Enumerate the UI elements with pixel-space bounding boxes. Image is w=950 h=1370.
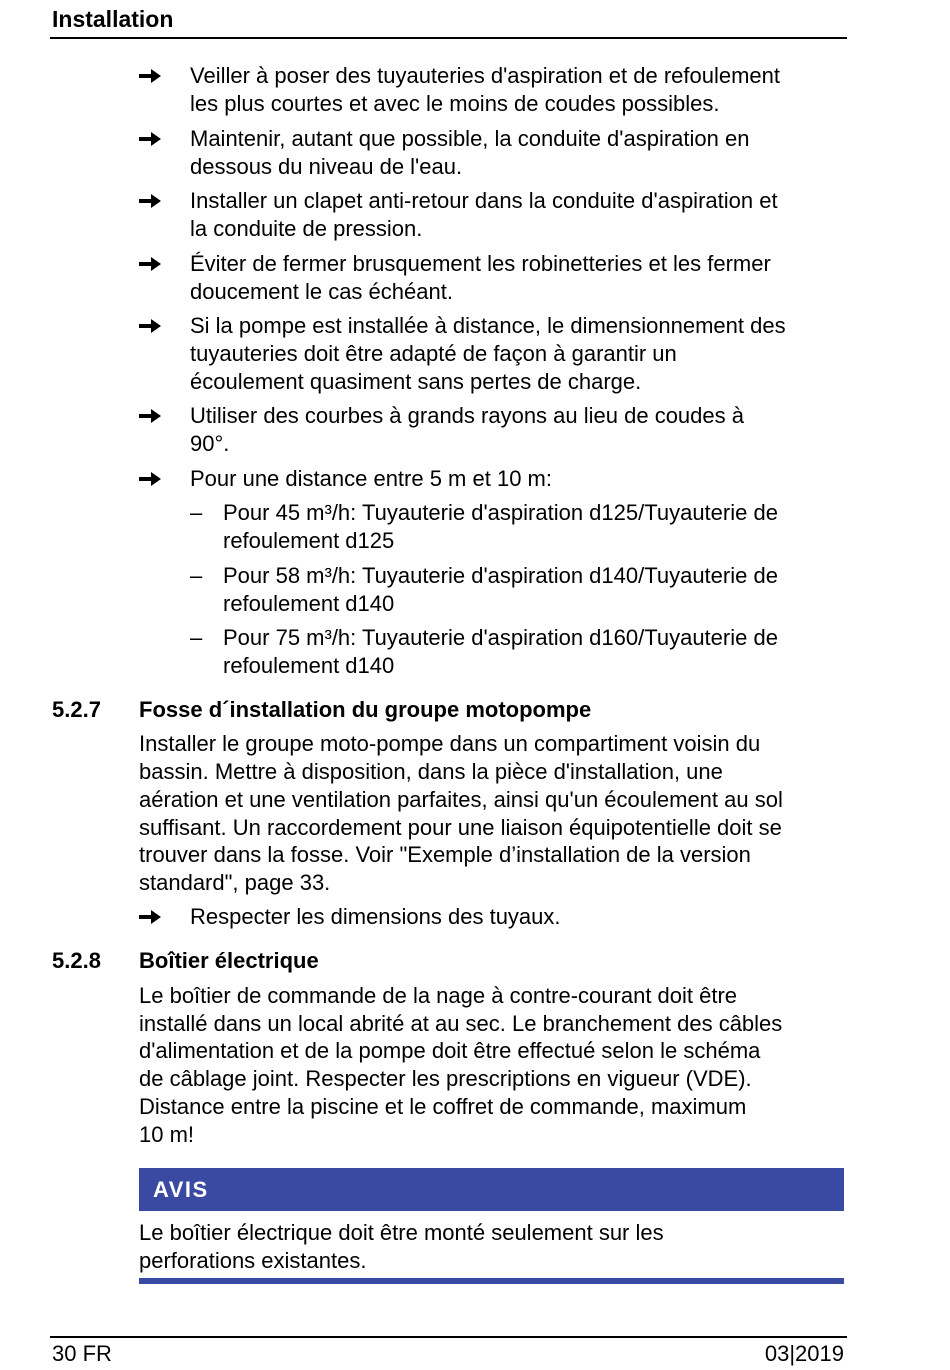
section-title: Boîtier électrique (139, 948, 319, 973)
arrow-bullet-icon (137, 406, 163, 426)
subitem-1-line-2: refoulement d125 (223, 528, 395, 553)
bullet-7-line-1: Pour une distance entre 5 m et 10 m: (190, 466, 552, 491)
arrow-bullet-icon (137, 254, 163, 274)
subitem-2-line-2: refoulement d140 (223, 591, 395, 616)
header-rule (50, 37, 847, 39)
paragraph-line: de câblage joint. Respecter les prescriptions en vigueur (VDE). (139, 1066, 752, 1091)
bullet-5-line-3: écoulement quasiment sans pertes de charge. (190, 369, 642, 394)
paragraph-line: Le boîtier de commande de la nage à contre-courant doit être (139, 983, 738, 1008)
notice-bottom-bar (139, 1278, 844, 1284)
notice-label: AVIS (153, 1177, 209, 1202)
page-number: 30 FR (52, 1341, 112, 1366)
subitem-2-line-1: Pour 58 m³/h: Tuyauterie d'aspiration d140/Tuyauterie de (223, 563, 778, 588)
bullet-5-line-1: Si la pompe est installée à distance, le dimensionnement des (190, 313, 786, 338)
bullet-4-line-2: doucement le cas échéant. (190, 279, 453, 304)
footer-rule (50, 1336, 847, 1338)
section-number: 5.2.7 (52, 697, 101, 722)
paragraph-line: Installer le groupe moto-pompe dans un compartiment voisin du (139, 731, 761, 756)
dash-bullet: – (190, 500, 203, 525)
section-527-bullet: Respecter les dimensions des tuyaux. (190, 904, 561, 929)
notice-line: Le boîtier électrique doit être monté seulement sur les (139, 1220, 664, 1245)
bullet-6-line-2: 90°. (190, 431, 230, 456)
subitem-3-line-2: refoulement d140 (223, 653, 395, 678)
bullet-1-line-1: Veiller à poser des tuyauteries d'aspiration et de refoulement (190, 63, 780, 88)
arrow-bullet-icon (137, 66, 163, 86)
bullet-6-line-1: Utiliser des courbes à grands rayons au lieu de coudes à (190, 403, 744, 428)
arrow-bullet-icon (137, 191, 163, 211)
paragraph-line: aération et une ventilation parfaites, ainsi qu'un écoulement au sol (139, 787, 783, 812)
notice-line: perforations existantes. (139, 1248, 367, 1273)
paragraph-line: suffisant. Un raccordement pour une liaison équipotentielle doit se (139, 815, 782, 840)
paragraph-line: standard", page 33. (139, 870, 331, 895)
dash-bullet: – (190, 625, 203, 650)
bullet-2-line-2: dessous du niveau de l'eau. (190, 154, 463, 179)
paragraph-line: installé dans un local abrité at au sec. Le branchement des câbles (139, 1011, 783, 1036)
paragraph-line: trouver dans la fosse. Voir "Exemple d’installation de la version (139, 842, 751, 867)
bullet-3-line-1: Installer un clapet anti-retour dans la conduite d'aspiration et (190, 188, 778, 213)
paragraph-line: bassin. Mettre à disposition, dans la pièce d'installation, une (139, 759, 723, 784)
document-date: 03|2019 (764, 1341, 844, 1366)
section-title: Fosse d´installation du groupe motopompe (139, 697, 592, 722)
arrow-bullet-icon (137, 907, 163, 927)
arrow-bullet-icon (137, 469, 163, 489)
paragraph-line: Distance entre la piscine et le coffret de commande, maximum (139, 1094, 747, 1119)
section-number: 5.2.8 (52, 948, 101, 973)
page-header-title: Installation (52, 6, 174, 32)
bullet-1-line-2: les plus courtes et avec le moins de coudes possibles. (190, 91, 720, 116)
bullet-3-line-2: la conduite de pression. (190, 216, 423, 241)
notice-header-bar (139, 1168, 844, 1211)
arrow-bullet-icon (137, 316, 163, 336)
bullet-5-line-2: tuyauteries doit être adapté de façon à garantir un (190, 341, 677, 366)
paragraph-line: 10 m! (139, 1122, 195, 1147)
arrow-bullet-icon (137, 129, 163, 149)
bullet-4-line-1: Éviter de fermer brusquement les robinetteries et les fermer (190, 251, 771, 276)
bullet-2-line-1: Maintenir, autant que possible, la conduite d'aspiration en (190, 126, 750, 151)
subitem-3-line-1: Pour 75 m³/h: Tuyauterie d'aspiration d160/Tuyauterie de (223, 625, 778, 650)
subitem-1-line-1: Pour 45 m³/h: Tuyauterie d'aspiration d125/Tuyauterie de (223, 500, 778, 525)
paragraph-line: d'alimentation et de la pompe doit être effectué selon le schéma (139, 1038, 761, 1063)
dash-bullet: – (190, 563, 203, 588)
